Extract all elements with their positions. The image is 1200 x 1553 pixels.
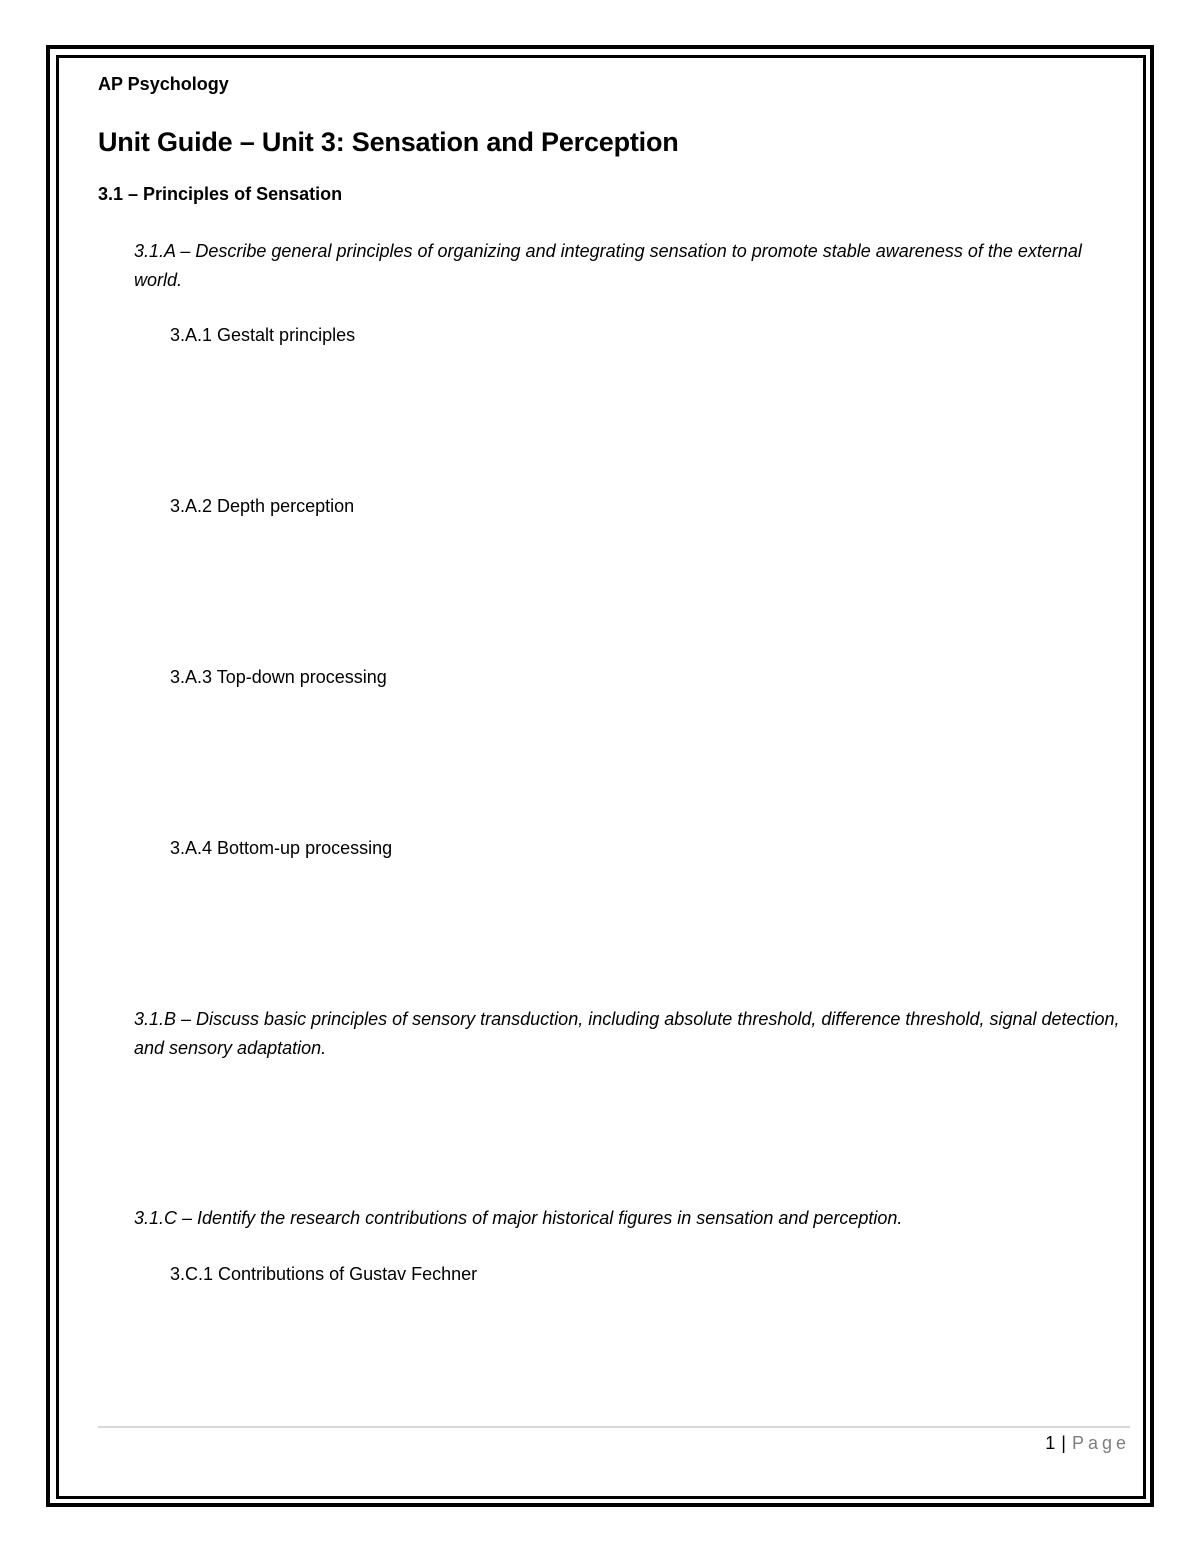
topic-depth-perception: 3.A.2 Depth perception xyxy=(170,496,355,516)
page-label: Page xyxy=(1071,1433,1130,1453)
objective-3-1-a: 3.1.A – Describe general principles of organizing and integrating sensation to promote stable awareness of the external world. xyxy=(134,241,1082,290)
topic-gestalt-principles: 3.A.1 Gestalt principles xyxy=(170,325,356,345)
objective-3-1-b: 3.1.B – Discuss basic principles of sensory transduction, including absolute threshold, difference threshold, signal detection, and sensory adaptation. xyxy=(134,1009,1120,1058)
page-footer xyxy=(1045,1433,1130,1454)
objective-3-1-c: 3.1.C – Identify the research contributions of major historical figures in sensation and perception. xyxy=(134,1208,903,1228)
footer-separator: | xyxy=(1061,1433,1066,1453)
topic-gustav-fechner: 3.C.1 Contributions of Gustav Fechner xyxy=(170,1264,478,1284)
course-name: AP Psychology xyxy=(98,74,229,94)
page-number: 1 xyxy=(1045,1433,1056,1453)
topic-bottom-up-processing: 3.A.4 Bottom-up processing xyxy=(170,838,393,858)
topic-top-down-processing: 3.A.3 Top-down processing xyxy=(170,667,387,687)
section-heading: 3.1 – Principles of Sensation xyxy=(98,184,343,204)
page-title: Unit Guide – Unit 3: Sensation and Perception xyxy=(98,127,679,157)
footer-divider xyxy=(98,1426,1130,1428)
